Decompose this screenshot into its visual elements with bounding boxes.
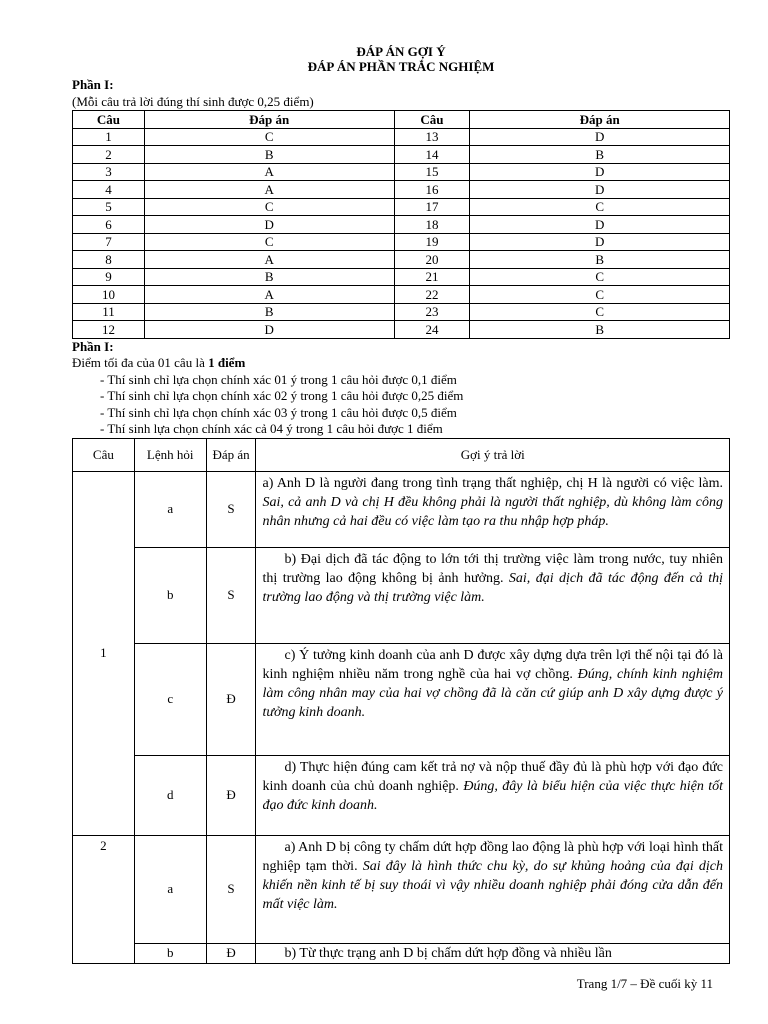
col-lenh-hoi: Lệnh hỏi: [134, 438, 206, 471]
guide-table: [72, 438, 730, 964]
table-row: [73, 163, 730, 181]
question-number: 19: [394, 233, 470, 251]
table-row: [73, 286, 730, 304]
question-number: 14: [394, 146, 470, 164]
question-number: 12: [73, 321, 145, 339]
guide-statement: b) Đại dịch đã tác động to lớn tới thị trường việc làm trong nước, tuy nhiên thị trường lao động không bị ảnh hưởng.: [262, 551, 723, 586]
answer-letter: C: [144, 128, 394, 146]
part1-heading: Phần I:: [72, 77, 114, 92]
answer-letter: D: [470, 163, 730, 181]
answer-letter: A: [144, 286, 394, 304]
rule-3: - Thí sinh chỉ lựa chọn chính xác 03 ý trong 1 câu hỏi được 0,5 điểm: [100, 404, 457, 420]
question-number: 9: [73, 268, 145, 286]
question-number: 18: [394, 216, 470, 234]
guide-explanation: Sai đây là hình thức chu kỳ, do sự khủng hoảng của đại dịch khiến nền kinh tế bị suy thoái vì vậy nhiều doanh nghiệp phải đóng cửa dẫn đến mất việc làm.: [262, 858, 723, 912]
max-score-text: Điểm tối đa của 01 câu là: [72, 355, 209, 370]
question-number: 3: [73, 163, 145, 181]
table-row: [73, 755, 730, 835]
answer-table-header: [73, 111, 730, 129]
command: a: [134, 835, 206, 943]
question-number: 20: [394, 251, 470, 269]
answer-letter: C: [144, 198, 394, 216]
command: b: [134, 943, 206, 963]
doc-title: ĐÁP ÁN GỢI Ý: [356, 44, 446, 59]
answer-value: Đ: [206, 755, 256, 835]
table-row: [73, 547, 730, 643]
question-number: 23: [394, 303, 470, 321]
answer-letter: C: [470, 303, 730, 321]
answer-letter: C: [470, 268, 730, 286]
answer-letter: A: [144, 163, 394, 181]
answer-letter: B: [144, 268, 394, 286]
answer-letter: D: [470, 233, 730, 251]
question-number: 2: [73, 146, 145, 164]
table-row: [73, 146, 730, 164]
page-footer: Trang 1/7 – Đề cuối kỳ 11: [576, 976, 713, 991]
table-row: [73, 251, 730, 269]
table-row: [73, 128, 730, 146]
part1-note: (Mỗi câu trả lời đúng thí sinh được 0,25 điểm): [72, 93, 314, 109]
question-number: 8: [73, 251, 145, 269]
answer-guide: [256, 755, 730, 835]
answer-letter: D: [144, 321, 394, 339]
col-goi-y: Gợi ý trả lời: [256, 438, 730, 471]
question-number: 1: [73, 471, 135, 835]
command: d: [134, 755, 206, 835]
question-number: 24: [394, 321, 470, 339]
guide-table-header: [73, 438, 730, 471]
rule-2: - Thí sinh chỉ lựa chọn chính xác 02 ý trong 1 câu hỏi được 0,25 điểm: [100, 388, 464, 403]
guide-explanation: Đúng, chính kinh nghiệm làm công nhân may của hai vợ chồng đã là căn cứ giúp anh D xây dựng được ý tưởng kinh doanh.: [262, 666, 724, 720]
question-number: 22: [394, 286, 470, 304]
table-row: [73, 268, 730, 286]
question-number: 4: [73, 181, 145, 199]
question-number: 11: [73, 303, 145, 321]
guide-statement: d) Thực hiện đúng cam kết trả nợ và nộp thuế đầy đủ là phù hợp với đạo đức kinh doanh của chủ doanh nghiệp.: [262, 759, 723, 794]
table-row: [73, 198, 730, 216]
guide-statement: b) Từ thực trạng anh D bị chấm dứt hợp đồng và nhiều lần: [284, 945, 612, 961]
command: b: [134, 547, 206, 643]
guide-statement: a) Anh D bị công ty chấm dứt hợp đồng lao động là phù hợp với loại hình thất nghiệp tạm thời.: [262, 839, 723, 874]
col-dap-an: Đáp án: [206, 438, 256, 471]
question-number: 6: [73, 216, 145, 234]
answer-value: S: [206, 547, 256, 643]
table-row: [73, 303, 730, 321]
question-number: 1: [73, 128, 145, 146]
question-number: 15: [394, 163, 470, 181]
command: c: [134, 643, 206, 755]
answer-guide: [256, 471, 730, 547]
table-row: [73, 233, 730, 251]
table-row: [73, 216, 730, 234]
answer-guide: [256, 943, 730, 963]
answer-letter: D: [144, 216, 394, 234]
question-number: 16: [394, 181, 470, 199]
answer-letter: C: [470, 198, 730, 216]
answer-guide: [256, 547, 730, 643]
col-cau: Câu: [394, 111, 470, 129]
answer-letter: A: [144, 251, 394, 269]
guide-explanation: Sai, cả anh D và chị H đều không phải là người thất nghiệp, dù không làm công nhân nhưng cả hai đều có việc làm tạo ra thu nhập hợp pháp.: [262, 494, 723, 529]
answer-letter: D: [470, 216, 730, 234]
answer-letter: C: [470, 286, 730, 304]
max-score-value: 1 điểm: [208, 355, 246, 370]
guide-statement: a) Anh D là người đang trong tình trạng thất nghiệp, chị H là người có việc làm.: [262, 475, 723, 491]
guide-statement: c) Ý tưởng kinh doanh của anh D được xây dựng dựa trên lợi thế nội tại đó là kinh nghiệm nhiều năm trong nghề của hai vợ chồng.: [262, 647, 723, 682]
question-number: 5: [73, 198, 145, 216]
guide-explanation: Sai, đại dịch đã tác động đến cả thị trường lao động và thị trường việc làm.: [262, 570, 723, 605]
answer-guide: [256, 643, 730, 755]
answer-letter: B: [470, 321, 730, 339]
question-number: 7: [73, 233, 145, 251]
rule-1: - Thí sinh chỉ lựa chọn chính xác 01 ý trong 1 câu hỏi được 0,1 điểm: [100, 371, 457, 387]
table-row: [73, 321, 730, 339]
page-content: [72, 44, 730, 964]
answer-letter: B: [470, 146, 730, 164]
answer-letter: B: [470, 251, 730, 269]
table-row: [73, 835, 730, 943]
part2-heading: Phần I:: [72, 338, 114, 354]
table-row: [73, 181, 730, 199]
question-number: 21: [394, 268, 470, 286]
table-row: [73, 471, 730, 547]
col-cau: Câu: [73, 438, 135, 471]
question-number: 10: [73, 286, 145, 304]
answer-guide: [256, 835, 730, 943]
guide-explanation: Đúng, đây là biểu hiện của việc thực hiện tốt đạo đức kinh doanh.: [262, 778, 723, 813]
question-number: 17: [394, 198, 470, 216]
question-number: 13: [394, 128, 470, 146]
answer-letter: A: [144, 181, 394, 199]
table-row: [73, 943, 730, 963]
answer-value: S: [206, 471, 256, 547]
answer-letter: B: [144, 146, 394, 164]
table-row: [73, 643, 730, 755]
answer-value: Đ: [206, 643, 256, 755]
answer-letter: D: [470, 181, 730, 199]
col-dapan: Đáp án: [470, 111, 730, 129]
doc-subtitle: ĐÁP ÁN PHẦN TRẮC NGHIỆM: [307, 59, 495, 74]
answer-letter: C: [144, 233, 394, 251]
question-number: 2: [73, 835, 135, 963]
col-dapan: Đáp án: [144, 111, 394, 129]
answer-value: S: [206, 835, 256, 943]
command: a: [134, 471, 206, 547]
answer-letter: D: [470, 128, 730, 146]
answer-letter: B: [144, 303, 394, 321]
answer-value: Đ: [206, 943, 256, 963]
answer-table: [72, 110, 730, 339]
rule-4: - Thí sinh lựa chọn chính xác cả 04 ý trong 1 câu hỏi được 1 điểm: [100, 421, 443, 436]
part2-max-score: [72, 355, 730, 372]
col-cau: Câu: [73, 111, 145, 129]
